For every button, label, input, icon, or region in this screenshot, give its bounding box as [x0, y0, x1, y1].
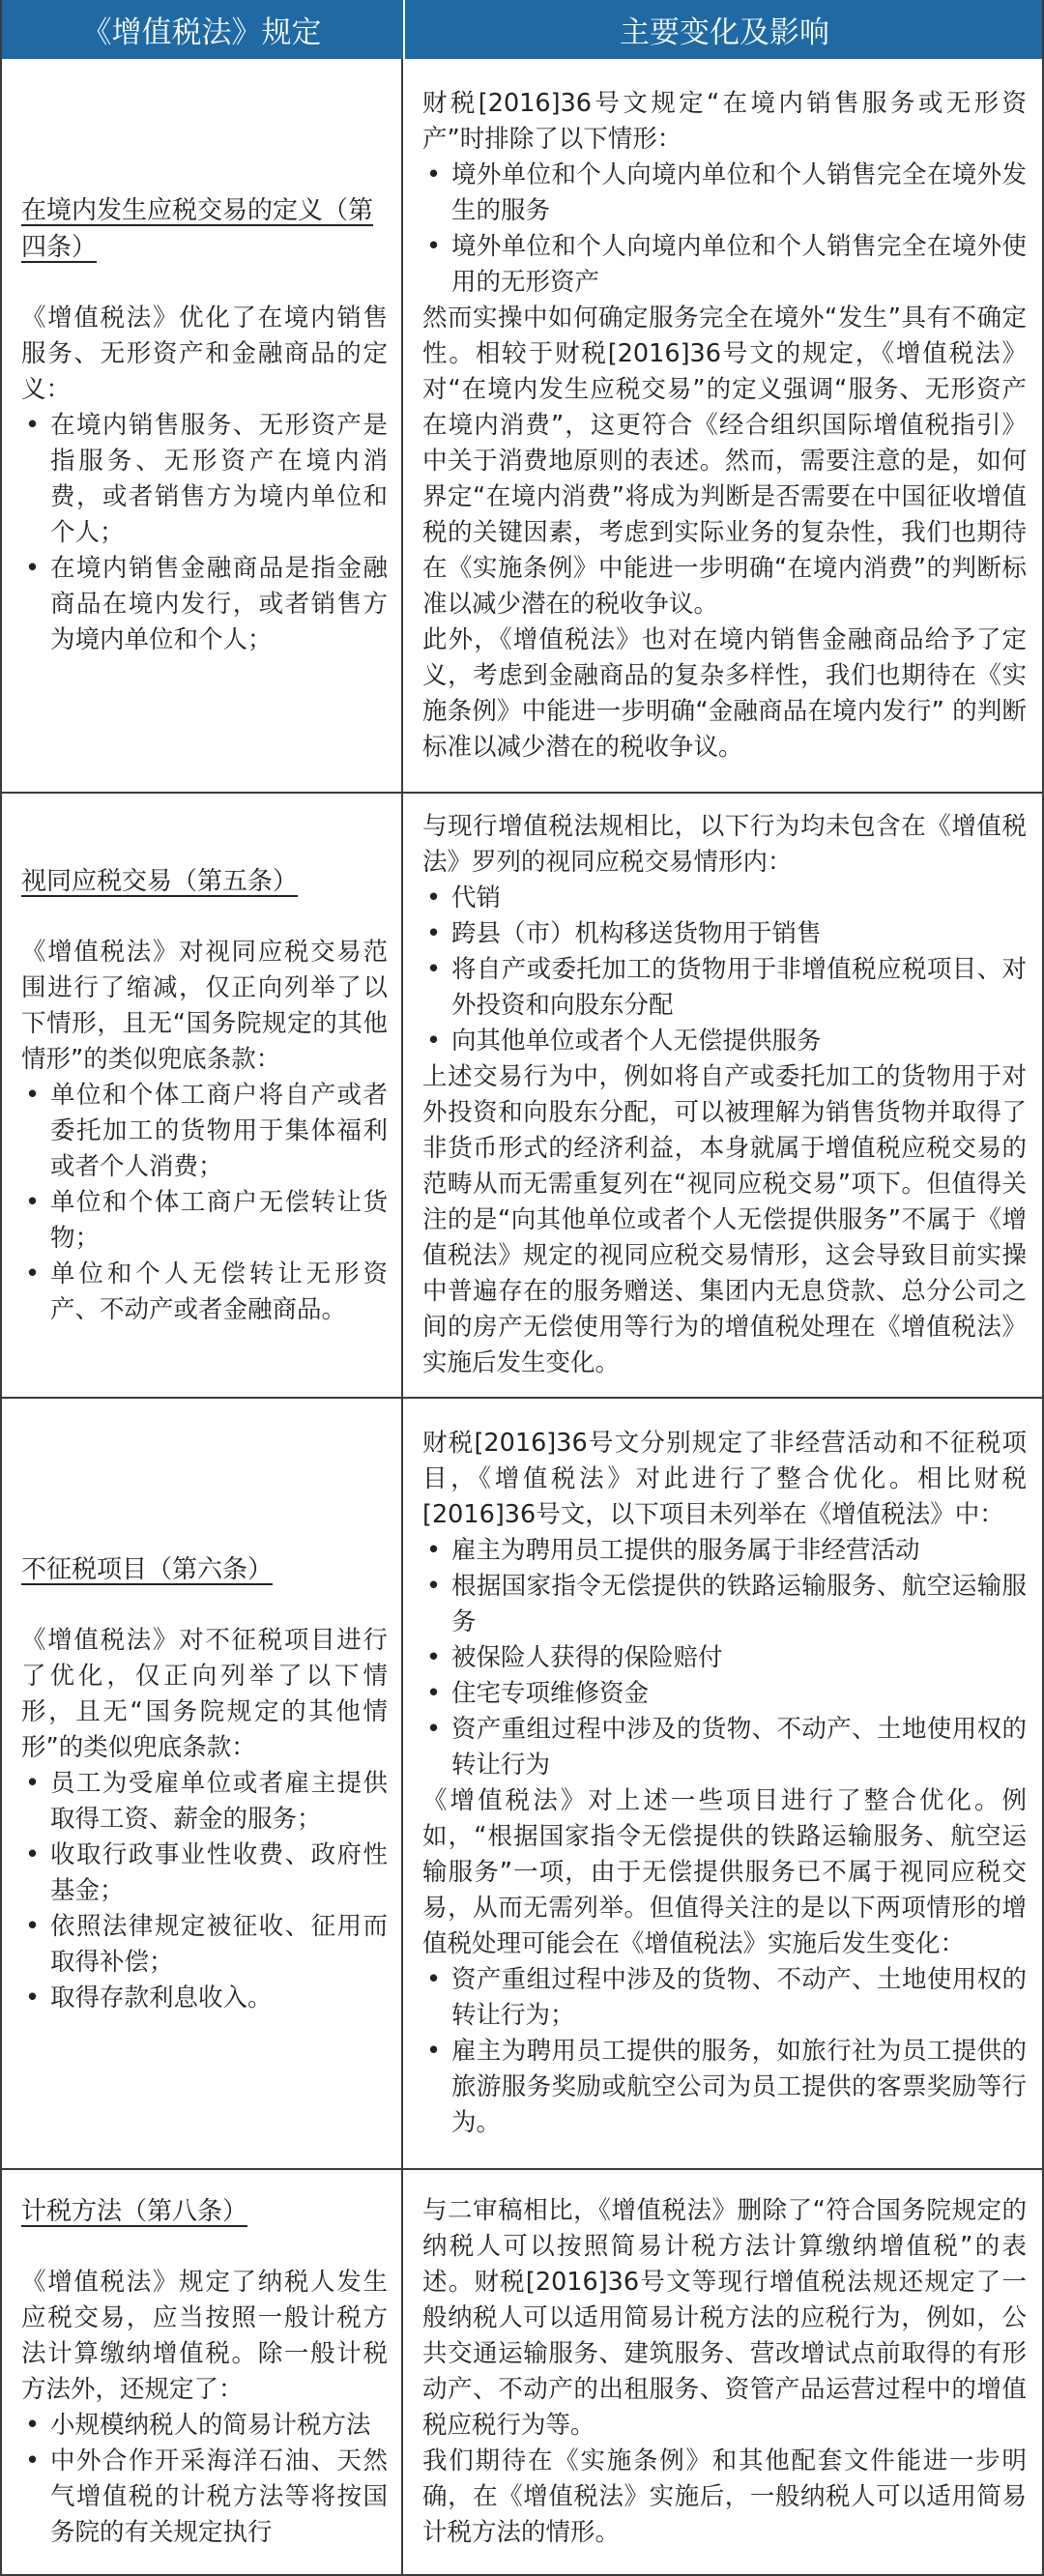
row-right-cell [403, 59, 1044, 792]
list-item: • 根据国家指令无偿提供的铁路运输服务、航空运输服务 [422, 1569, 1027, 1640]
row-right-cell [403, 2170, 1044, 2574]
row-title: 计税方法（第八条） [21, 2197, 248, 2226]
bullet-list [21, 2408, 388, 2551]
row-left-cell [0, 794, 403, 1397]
list-item: • 收取行政事业性收费、政府性基金； [21, 1838, 388, 1909]
list-item: • 雇主为聘用员工提供的服务，如旅行社为员工提供的旅游服务奖励或航空公司为员工提供的客票奖励等行为。 [422, 2034, 1027, 2141]
bullet-list [21, 1078, 388, 1328]
list-item: • 单位和个体工商户无偿转让货物； [21, 1185, 388, 1257]
row-title: 不征税项目（第六条） [21, 1554, 274, 1584]
list-item: • 中外合作开采海洋石油、天然气增值税的计税方法等将按国务院的有关规定执行 [21, 2444, 388, 2551]
list-item: • 境外单位和个人向境内单位和个人销售完全在境外使用的无形资产 [422, 229, 1027, 301]
row-left-cell [0, 1399, 403, 2168]
paragraph: 上述交易行为中，例如将自产或委托加工的货物用于对外投资和向股东分配，可以被理解为销售货物并取得了非货币形式的经济利益，本身就属于增值税应税交易的范畴从而无需重复列在“视同应税交易”项下。但值得关注的是“向其他单位或者个人无偿提供服务”不属于《增值税法》规定的视同应税交易情形，这会导致目前实操中普遍存在的服务赠送、集团内无息贷款、总分公司之间的房产无偿使用等行为的增值税处理在《增值税法》实施后发生变化。 [422, 1062, 1027, 1377]
row-right-cell [403, 1399, 1044, 2168]
row-intro: 《增值税法》优化了在境内销售服务、无形资产和金融商品的定义： [21, 304, 388, 404]
list-item: • 在境内销售金融商品是指金融商品在境内发行，或者销售方为境内单位和个人； [21, 551, 388, 658]
row-title: 视同应税交易（第五条） [21, 866, 299, 896]
bullet-list [422, 1962, 1027, 2141]
row-intro: 《增值税法》对不征税项目进行了优化，仅正向列举了以下情形，且无“国务院规定的其他情形”的类似兜底条款： [21, 1625, 388, 1762]
table-row [0, 59, 1044, 794]
list-item: • 住宅专项维修资金 [422, 1676, 1027, 1712]
row-left-cell [0, 59, 403, 792]
row-left-cell [0, 2170, 403, 2574]
bullet-list [422, 1533, 1027, 1783]
list-item: • 小规模纳税人的简易计税方法 [21, 2408, 388, 2444]
paragraph: 然而实操中如何确定服务完全在境外“发生”具有不确定性。相较于财税[2016]36号文的规定，《增值税法》对“在境内发生应税交易”的定义强调“服务、无形资产在境内消费”，这更符合《经合组织国际增值税指引》中关于消费地原则的表述。然而，需要注意的是，如何界定“在境内消费”将成为判断是否需要在中国征收增值税的关键因素，考虑到实际业务的复杂性，我们也期待在《实施条例》中能进一步明确“在境内消费”的判断标准以减少潜在的税收争议。 [422, 303, 1027, 619]
list-item: • 依照法律规定被征收、征用而取得补偿； [21, 1909, 388, 1981]
bullet-list [422, 158, 1027, 301]
row-intro: 财税[2016]36号文分别规定了非经营活动和不征税项目，《增值税法》对此进行了整合优化。相比财税[2016]36号文，以下项目未列举在《增值税法》中： [422, 1429, 1027, 1529]
list-item: • 代销 [422, 881, 1027, 916]
row-intro: 与现行增值税法规相比，以下行为均未包含在《增值税法》罗列的视同应税交易情形内： [422, 812, 1027, 877]
bullet-list [21, 1766, 388, 2016]
row-intro: 《增值税法》规定了纳税人发生应税交易，应当按照一般计税方法计算缴纳增值税。除一般计税方法外，还规定了： [21, 2268, 388, 2404]
list-item: • 资产重组过程中涉及的货物、不动产、土地使用权的转让行为 [422, 1712, 1027, 1783]
header-left: 《增值税法》规定 [0, 0, 403, 59]
list-item: • 将自产或委托加工的货物用于非增值税应税项目、对外投资和向股东分配 [422, 952, 1027, 1024]
list-item: • 跨县（市）机构移送货物用于销售 [422, 916, 1027, 952]
list-item: • 员工为受雇单位或者雇主提供取得工资、薪金的服务； [21, 1766, 388, 1838]
list-item: • 单位和个体工商户将自产或者委托加工的货物用于集体福利或者个人消费； [21, 1078, 388, 1185]
bullet-list [21, 408, 388, 658]
list-item: • 在境内销售服务、无形资产是指服务、无形资产在境内消费，或者销售方为境内单位和个人； [21, 408, 388, 551]
paragraph: 我们期待在《实施条例》和其他配套文件能进一步明确，在《增值税法》实施后，一般纳税人可以适用简易计税方法的情形。 [422, 2446, 1027, 2547]
list-item: • 取得存款利息收入。 [21, 1981, 388, 2016]
paragraph: 《增值税法》对上述一些项目进行了整合优化。例如，“根据国家指令无偿提供的铁路运输服务、航空运输服务”一项，由于无偿提供服务已不属于视同应税交易，从而无需列举。但值得关注的是以下两项情形的增值税处理可能会在《增值税法》实施后发生变化： [422, 1786, 1027, 1958]
row-right-cell [403, 794, 1044, 1397]
table-row [0, 1399, 1044, 2170]
list-item: • 向其他单位或者个人无偿提供服务 [422, 1024, 1027, 1059]
bullet-list [422, 881, 1027, 1059]
paragraph: 此外，《增值税法》也对在境内销售金融商品给予了定义，考虑到金融商品的复杂多样性，我们也期待在《实施条例》中能进一步明确“金融商品在境内发行” 的判断标准以减少潜在的税收争议。 [422, 624, 1027, 762]
header-right: 主要变化及影响 [403, 0, 1044, 59]
table-row [0, 794, 1044, 1399]
table-row [0, 2170, 1044, 2576]
list-item: • 雇主为聘用员工提供的服务属于非经营活动 [422, 1533, 1027, 1569]
list-item: • 资产重组过程中涉及的货物、不动产、土地使用权的转让行为； [422, 1962, 1027, 2034]
row-title: 在境内发生应税交易的定义（第四条） [21, 196, 374, 262]
list-item: • 被保险人获得的保险赔付 [422, 1640, 1027, 1676]
list-item: • 单位和个人无偿转让无形资产、不动产或者金融商品。 [21, 1257, 388, 1328]
row-intro: 《增值税法》对视同应税交易范围进行了缩减，仅正向列举了以下情形，且无“国务院规定的其他情形”的类似兜底条款： [21, 937, 388, 1074]
list-item: • 境外单位和个人向境内单位和个人销售完全在境外发生的服务 [422, 158, 1027, 229]
row-intro: 财税[2016]36号文规定“在境内销售服务或无形资产”时排除了以下情形： [422, 88, 1027, 154]
paragraph: 与二审稿相比，《增值税法》删除了“符合国务院规定的纳税人可以按照简易计税方法计算缴纳增值税”的表述。财税[2016]36号文等现行增值税法规还规定了一般纳税人可以适用简易计税方法的应税行为，例如，公共交通运输服务、建筑服务、营改增试点前取得的有形动产、不动产的出租服务、资管产品运营过程中的增值税应税行为等。 [422, 2196, 1027, 2440]
